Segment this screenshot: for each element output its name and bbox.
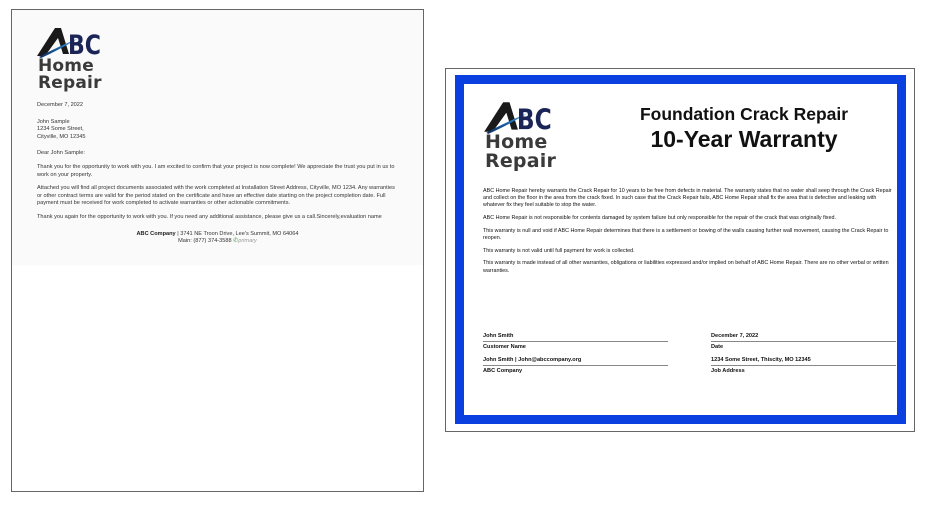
signature-label: ABC Company <box>483 368 523 374</box>
abc-logo-mark-icon <box>37 24 103 60</box>
letter-greeting: Dear John Sample: <box>37 150 85 157</box>
footer-phone: Main: (877) 374-3588 <box>178 238 234 245</box>
letter-date: December 7, 2022 <box>37 102 84 108</box>
company-logo <box>484 98 557 173</box>
letter-paragraph: Thank you for the opportunity to work with you. I am excited to confirm that your project is now complete! We appreciate the trust you put in us to work on your property. <box>37 163 395 178</box>
warranty-paragraph: ABC Home Repair hereby warrants the Crack Repair for 10 years to be free from defects in material. The warranty states that no water shall seep through the Crack Repair and collect on the floor in the area from the crack fixed. In such case that the Crack Repair fails, ABC Home Repair shall fix the area that is defective and leaking with whatever fix they feel suitable to stop the water. <box>483 188 892 209</box>
svg-text:BC: BC <box>516 103 552 136</box>
signature-label: Job Address <box>711 368 745 374</box>
signature-value: John Smith <box>483 333 668 342</box>
logo-text-home: Home <box>38 56 94 76</box>
completion-letter-page <box>11 9 424 492</box>
certificate-blue-frame <box>455 75 906 424</box>
signature-label: Customer Name <box>483 344 526 350</box>
certificate-title-line2: 10-Year Warranty <box>650 126 838 152</box>
signature-date <box>711 333 896 351</box>
certificate-body <box>483 188 898 280</box>
signature-value: 1234 Some Street, Thiscity, MO 12345 <box>711 357 896 366</box>
warranty-paragraph: This warranty is not valid until full payment for work is collected. <box>483 247 635 254</box>
address-line: John Sample <box>37 118 70 125</box>
logo-text-repair: Repair <box>38 73 102 93</box>
phone-icon: ✆ <box>233 238 239 245</box>
letter-footer <box>37 231 398 246</box>
address-line: 1234 Some Street, <box>37 126 84 133</box>
letter-content <box>12 10 423 265</box>
phone-primary-tag: primary <box>238 238 257 245</box>
letter-paragraph: Thank you again for the opportunity to work with you. If you need any additional assistance, please give us a call.Sincerely,evaluation name <box>37 213 382 220</box>
recipient-address <box>37 119 398 142</box>
logo-text-repair: Repair <box>485 150 557 172</box>
signature-block <box>483 333 898 393</box>
signature-value: John Smith | John@abccompany.org <box>483 357 668 366</box>
company-logo <box>37 24 103 94</box>
address-line: Cityville, MO 12345 <box>37 133 86 140</box>
certificate-title <box>614 104 874 153</box>
footer-company-name: ABC Company <box>136 230 176 237</box>
logo-text-home: Home <box>485 131 548 153</box>
warranty-certificate-page <box>445 68 915 432</box>
svg-text:BC: BC <box>68 30 101 60</box>
warranty-paragraph: ABC Home Repair is not responsible for contents damaged by system failure but only responsible for the repair of the crack that was originally fixed. <box>483 215 836 222</box>
letter-paragraph: Attached you will find all project documents associated with the work completed at Installation Street Address, Cityville, MO 1234. Any warranties or other contract terms are valid for the period stated on the certificate and have an effective date starting on the project completion date. Full payment must be received for work completed to activate warranties or other actionable commitments. <box>37 185 395 207</box>
footer-address: | 3741 NE Troon Drive, Lee's Summit, MO 64064 <box>175 230 299 237</box>
warranty-paragraph: This warranty is null and void if ABC Home Repair determines that there is a settlement or bowing of the walls causing further wall movement, causing the Crack Repair to reopen. <box>483 227 889 242</box>
signature-job-address <box>711 357 896 375</box>
warranty-paragraph: This warranty is made instead of all other warranties, obligations or liabilities expressed and/or implied on behalf of ABC Home Repair. There are no other verbal or written warranties. <box>483 260 889 274</box>
signature-customer-name <box>483 333 668 351</box>
signature-company <box>483 357 668 375</box>
certificate-title-line1: Foundation Crack Repair <box>639 104 849 124</box>
signature-label: Date <box>711 344 724 350</box>
signature-value: December 7, 2022 <box>711 333 896 342</box>
